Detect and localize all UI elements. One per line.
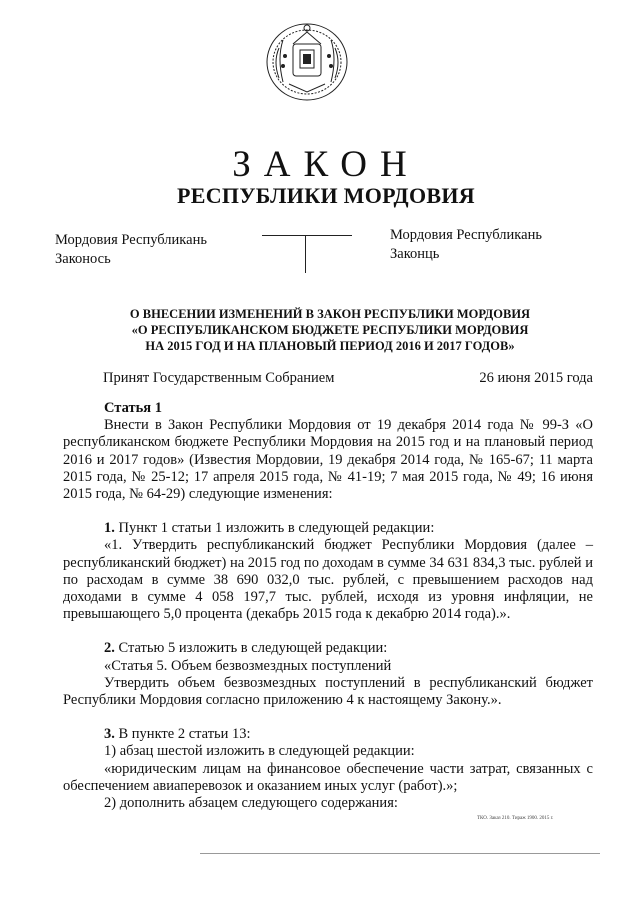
subject-line-1: О ВНЕСЕНИИ ИЗМЕНЕНИЙ В ЗАКОН РЕСПУБЛИКИ МОРДОВИЯ — [129, 307, 531, 321]
item-2-lead-text: Статью 5 изложить в следующей редакции: — [114, 640, 388, 657]
header-right-block — [390, 226, 542, 264]
item-3-sub-2: 2) дополнить абзацем следующего содержания: — [104, 795, 398, 812]
adopted-by: Принят Государственным Собранием — [103, 370, 335, 386]
item-3-lead — [63, 726, 593, 743]
subject-line-3: НА 2015 ГОД И НА ПЛАНОВЫЙ ПЕРИОД 2016 И 2017 ГОДОВ» — [145, 339, 515, 353]
document-subtitle: РЕСПУБЛИКИ МОРДОВИЯ — [177, 183, 475, 208]
item-2-lead — [63, 640, 593, 657]
article-intro: Внести в Закон Республики Мордовия от 19 декабря 2014 года № 99-З «О республиканском бюджете Республики Мордовия на 2015 год и на плановый период 2016 и 2017 годов» (Известия Мордовии, 19 декабря 2014 года, № 165-67; 11 марта 2015 года, № 25-12; 17 апреля 2015 года, № 41-19; 7 мая 2015 года, № 49; 16 июня 2015 года, № 64-29) следующие изменения: — [63, 417, 593, 503]
item-2-line-1: «Статья 5. Объем безвозмездных поступлений — [104, 657, 392, 674]
item-2-line-2: Утвердить объем безвозмездных поступлений в республиканский бюджет Республики Мордовия согласно приложению 4 к настоящему Закону.». — [63, 674, 593, 709]
item-2-number: 2. — [104, 640, 115, 657]
bottom-rule — [200, 853, 600, 854]
item-3-lead-text: В пункте 2 статьи 13: — [114, 726, 251, 743]
item-1-number: 1. — [104, 520, 115, 537]
document-title: ЗАКОН — [232, 144, 420, 185]
item-1-text: «1. Утвердить республиканский бюджет Республики Мордовия (далее – республиканский бюджет) на 2015 год по доходам в сумме 34 631 834,3 тыс. рублей и по расходам в сумме 38 690 032,0 тыс. рублей, с превышением расходов над доходами в сумме 4 058 197,7 тыс. рублей, исходя из уровня инфляции, не превышающего 5,0 процента (декабрь 2015 года к декабрю 2014 года).». — [63, 537, 593, 623]
header-divider-horizontal — [262, 235, 352, 236]
item-3-number: 3. — [104, 726, 115, 743]
header-divider-vertical — [305, 235, 306, 273]
item-1-lead-text: Пункт 1 статьи 1 изложить в следующей редакции: — [114, 520, 435, 537]
law-subject — [100, 306, 560, 354]
header-right-line-2: Законць — [390, 246, 440, 262]
header-right-line-1: Мордовия Республикань — [390, 227, 542, 243]
coat-of-arms-emblem — [263, 18, 351, 102]
item-1-lead — [63, 520, 593, 537]
adoption-date: 26 июня 2015 года — [479, 370, 593, 386]
subject-line-2: «О РЕСПУБЛИКАНСКОМ БЮДЖЕТЕ РЕСПУБЛИКИ МОРДОВИЯ — [131, 323, 529, 337]
header-left-line-2: Законось — [55, 251, 111, 267]
article-heading: Статья 1 — [104, 400, 162, 416]
document-body — [63, 400, 593, 812]
header-left-line-1: Мордовия Республикань — [55, 232, 207, 248]
print-footnote: ТКО. Заказ 210. Тираж 1900. 2015 г. — [477, 816, 554, 821]
header-left-block — [55, 231, 207, 269]
adoption-line — [103, 370, 593, 387]
item-3-sub-1: 1) абзац шестой изложить в следующей редакции: — [104, 743, 415, 760]
item-3-sub-1-text: «юридическим лицам на финансовое обеспечение части затрат, связанных с обеспечением авиаперевозок и оказанием иных услуг (работ).»; — [63, 760, 593, 794]
